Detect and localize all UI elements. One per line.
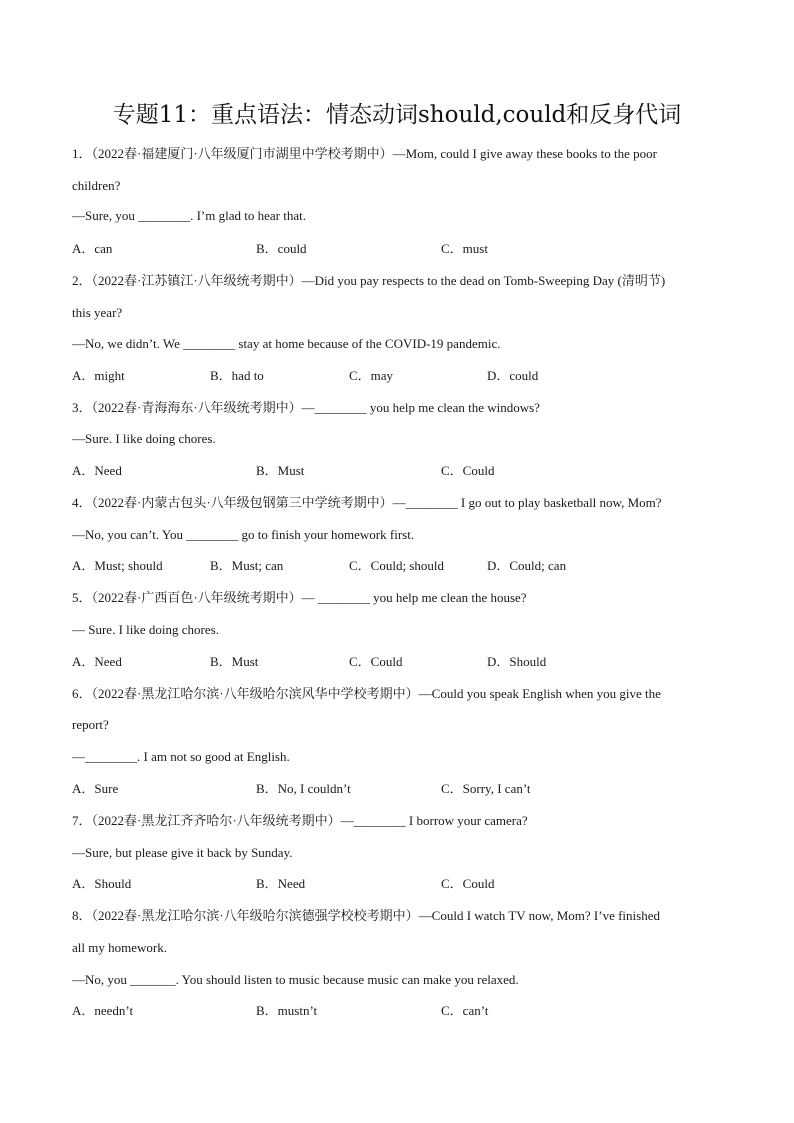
option-d[interactable]: D．could xyxy=(487,368,539,383)
answer-line: —No, you can’t. You ________ go to finish your homework first. xyxy=(72,527,415,542)
page-title: 专题11：重点语法：情态动词should,could和反身代词 xyxy=(112,102,682,128)
option-a[interactable]: A．Must; should xyxy=(72,558,163,573)
option-a[interactable]: A．Need xyxy=(72,463,122,478)
question-stem: 2．（2022春·江苏镇江·八年级统考期中）—Did you pay respects to the dead on Tomb-Sweeping Day (清明节) xyxy=(72,273,666,288)
option-d[interactable]: D．Should xyxy=(487,654,547,669)
option-a[interactable]: A．Should xyxy=(72,876,132,891)
question-stem: 7．（2022春·黑龙江齐齐哈尔·八年级统考期中）—________ I borrow your camera? xyxy=(72,813,528,828)
question-stem: 4．（2022春·内蒙古包头·八年级包钢第三中学统考期中）—________ I go out to play basketball now, Mom? xyxy=(72,495,662,510)
option-b[interactable]: B．No, I couldn’t xyxy=(256,781,351,796)
option-a[interactable]: A．needn’t xyxy=(72,1003,134,1018)
question-stem: 1．（2022春·福建厦门·八年级厦门市湖里中学校考期中）—Mom, could I give away these books to the poor xyxy=(72,146,657,161)
question-stem: 5．（2022春·广西百色·八年级统考期中）— ________ you help me clean the house? xyxy=(72,590,527,605)
answer-line: —No, you _______. You should listen to music because music can make you relaxed. xyxy=(72,972,519,987)
answer-line: —Sure, you ________. I’m glad to hear that. xyxy=(72,208,306,223)
answer-line: —________. I am not so good at English. xyxy=(72,749,290,764)
option-d[interactable]: D．Could; can xyxy=(487,558,567,573)
question-stem: 8．（2022春·黑龙江哈尔滨·八年级哈尔滨德强学校校考期中）—Could I watch TV now, Mom? I’ve finished xyxy=(72,908,660,923)
option-c[interactable]: C．Could xyxy=(349,654,403,669)
question-stem-continued: report? xyxy=(72,717,109,732)
answer-line: —Sure. I like doing chores. xyxy=(72,431,216,446)
question-stem-continued: this year? xyxy=(72,305,123,320)
option-c[interactable]: C．can’t xyxy=(441,1003,489,1018)
option-a[interactable]: A．might xyxy=(72,368,125,383)
option-b[interactable]: B．Must; can xyxy=(210,558,284,573)
option-b[interactable]: B．had to xyxy=(210,368,264,383)
option-c[interactable]: C．Could; should xyxy=(349,558,444,573)
option-a[interactable]: A．can xyxy=(72,241,113,256)
question-stem: 6．（2022春·黑龙江哈尔滨·八年级哈尔滨风华中学校考期中）—Could you speak English when you give the xyxy=(72,686,661,701)
option-b[interactable]: B．mustn’t xyxy=(256,1003,318,1018)
answer-line: —No, we didn’t. We ________ stay at home because of the COVID-19 pandemic. xyxy=(72,336,501,351)
option-b[interactable]: B．Need xyxy=(256,876,306,891)
option-c[interactable]: C．Could xyxy=(441,463,495,478)
question-stem-continued: all my homework. xyxy=(72,940,167,955)
option-c[interactable]: C．Could xyxy=(441,876,495,891)
answer-line: — Sure. I like doing chores. xyxy=(72,622,219,637)
option-c[interactable]: C．must xyxy=(441,241,488,256)
option-c[interactable]: C．may xyxy=(349,368,394,383)
option-b[interactable]: B．Must xyxy=(210,654,259,669)
option-b[interactable]: B．could xyxy=(256,241,307,256)
option-c[interactable]: C．Sorry, I can’t xyxy=(441,781,531,796)
option-a[interactable]: A．Sure xyxy=(72,781,119,796)
answer-line: —Sure, but please give it back by Sunday. xyxy=(72,845,293,860)
option-b[interactable]: B．Must xyxy=(256,463,305,478)
question-stem: 3．（2022春·青海海东·八年级统考期中）—________ you help me clean the windows? xyxy=(72,400,540,415)
question-stem-continued: children? xyxy=(72,178,121,193)
option-a[interactable]: A．Need xyxy=(72,654,122,669)
